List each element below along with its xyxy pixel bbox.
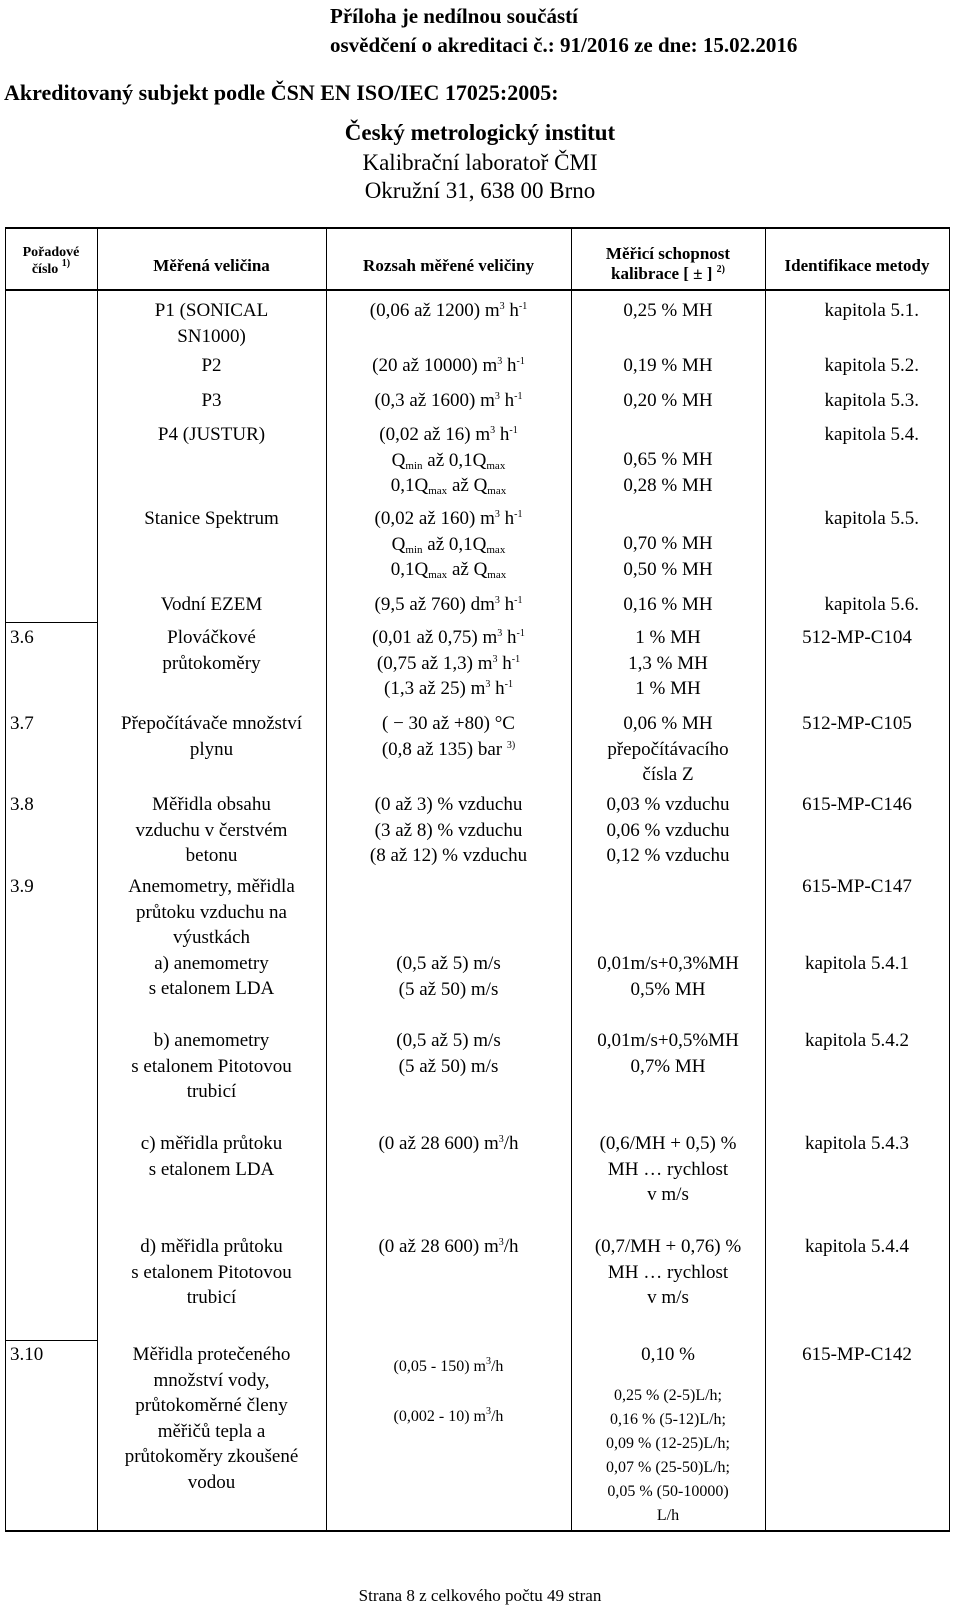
range-text: (0 až 28 600) m (378, 1236, 499, 1257)
quantity-line: vzduchu v čerstvém (135, 819, 288, 841)
q01-symbol: 0,1Q (390, 559, 429, 580)
range-qmin-line (326, 532, 571, 558)
range-line: (8 až 12) % vzduchu (369, 845, 528, 866)
unit-h: h (499, 424, 510, 445)
range-line (326, 737, 571, 763)
table-row-36-method: 512-MP-C104 (802, 627, 912, 648)
quantity-line: betonu (185, 845, 238, 866)
unit-sup: 3 (498, 1237, 504, 1248)
range-line: ( − 30 až +80) °C (382, 713, 515, 734)
unit-sup: 3 (492, 653, 498, 665)
table-row-36-range (326, 625, 571, 702)
table-row-p3-method (765, 388, 949, 414)
table-row-spektrum-range (326, 506, 571, 583)
table-row-p1-cmc: 0,25 % MH (623, 300, 713, 321)
unit-h: h (504, 594, 515, 615)
q-sub: max (487, 485, 507, 497)
q01-symbol: 0,1Q (448, 533, 487, 555)
quantity-line: Měřidla obsahu (152, 794, 271, 815)
cmc-line: 0,10 % (641, 1344, 695, 1365)
table-row-36-number: 3.6 (10, 627, 34, 648)
table-row-39c-range (326, 1131, 571, 1157)
unit-sup: -1 (509, 425, 518, 436)
laboratory-name: Kalibrační laboratoř ČMI (362, 150, 598, 175)
unit-sup: 3 (485, 679, 491, 690)
table-row-39a-cmc (571, 951, 765, 1002)
range-line: (3 až 8) % vzduchu (374, 819, 523, 841)
unit-sup: 3 (494, 595, 500, 606)
quantity-line: průtoku vzduchu na (136, 901, 287, 923)
range-line: (0,5 až 5) m/s (396, 953, 501, 974)
q-sub: max (428, 485, 448, 497)
method-text: kapitola 5.2. (824, 355, 919, 376)
quantity-line: Měřidla protečeného (132, 1344, 291, 1365)
table-row-38-quantity (97, 792, 326, 869)
cmc-line: 0,16 % (5-12)L/h; (610, 1410, 726, 1428)
range-text: (1,3 až 25) m (384, 678, 486, 699)
q-sub: max (487, 569, 507, 581)
table-row-310-quantity (97, 1342, 326, 1495)
range-qmin-line (326, 448, 571, 474)
table-row-39d-method: kapitola 5.4.4 (805, 1236, 909, 1257)
table-row-p2-quantity: P2 (201, 355, 222, 376)
header-cmc-b-line (571, 264, 765, 284)
table-row-39b-quantity (97, 1028, 326, 1105)
table-row-39c-method: kapitola 5.4.3 (805, 1133, 909, 1154)
quantity-line: c) měřidla průtoku (140, 1133, 283, 1154)
cmc-line: 0,7% MH (630, 1055, 706, 1077)
table-row-39-method: 615-MP-C147 (802, 876, 912, 897)
annex-header (330, 2, 930, 60)
cmc-line: 0,01m/s+0,5%MH (597, 1030, 739, 1051)
unit-sup: -1 (516, 628, 525, 639)
q-sub: max (486, 543, 506, 556)
annex-line-2: osvědčení o akreditaci č.: 91/2016 ze dne: 15.02.2016 (330, 33, 798, 57)
table-row-37-cmc (571, 711, 765, 788)
quantity-line: s etalonem Pitotovou (131, 1055, 292, 1077)
table-row-38-method: 615-MP-C146 (802, 794, 912, 815)
range-text: (0,8 až 135) bar (381, 738, 503, 760)
q-sub: max (428, 569, 448, 581)
table-row-p3-range (326, 388, 571, 414)
cmc-line: 0,07 % (25-50)L/h; (606, 1458, 730, 1476)
table-row-p1-range (326, 298, 571, 324)
page-footer: Strana 8 z celkového počtu 49 stran (358, 1586, 602, 1605)
cmc-line: 1,3 % MH (628, 652, 708, 674)
table-row-310-number: 3.10 (10, 1344, 44, 1365)
cmc-line: 0,65 % MH (623, 449, 713, 470)
quantity-line: vodou (187, 1471, 236, 1493)
table-row-p2-cmc: 0,19 % MH (623, 355, 713, 376)
range-qmax-line (326, 557, 571, 583)
cmc-line: čísla Z (642, 764, 694, 785)
cmc-line: 1 % MH (635, 678, 701, 699)
range-text: (0,3 až 1600) m (374, 390, 495, 411)
table-row-39b-method: kapitola 5.4.2 (805, 1030, 909, 1051)
q-sub: max (486, 459, 506, 472)
table-row-39c-cmc (571, 1131, 765, 1208)
unit-h: h (506, 627, 517, 648)
q01-symbol: 0,1Q (448, 449, 487, 471)
table-row-ezem-cmc: 0,16 % MH (623, 594, 713, 615)
range-text: (0,02 až 160) m (374, 508, 495, 529)
range-tail: /h (490, 1358, 504, 1375)
range-line (326, 1392, 571, 1442)
unit-sup: 3 (494, 509, 500, 520)
unit-sup: -1 (516, 356, 525, 367)
range-tail: /h (503, 1236, 519, 1257)
table-row-310-method: 615-MP-C142 (802, 1344, 912, 1365)
table-row-p1-quantity (97, 298, 326, 349)
quantity-line: SN1000) (177, 325, 246, 347)
unit-sup: -1 (514, 509, 523, 520)
cmc-line: 0,12 % vzduchu (606, 845, 730, 866)
cmc-line: (0,7/MH + 0,76) % (594, 1236, 742, 1257)
range-line: (5 až 50) m/s (398, 1055, 499, 1077)
unit-sup: -1 (511, 653, 521, 665)
unit-h: h (504, 508, 515, 529)
range-text: (0,06 až 1200) m (369, 300, 500, 321)
table-top-border (5, 227, 950, 229)
table-row-ezem-quantity: Vodní EZEM (160, 594, 263, 615)
col-line-0 (5, 227, 6, 1532)
range-line (326, 625, 571, 651)
cmc-line: MH … rychlost (607, 1261, 729, 1283)
az-text: až (451, 559, 469, 580)
range-tail: /h (503, 1133, 519, 1154)
header-quantity: Měřená veličina (153, 256, 270, 275)
unit-sup: -1 (514, 595, 523, 606)
range-text: (0,01 až 0,75) m (372, 627, 498, 648)
table-row-p3-cmc: 0,20 % MH (623, 390, 713, 411)
header-cmc (571, 244, 765, 284)
table-row-p4-method (765, 422, 949, 448)
header-cmc-note: 2) (716, 264, 725, 275)
unit-sup: 3 (490, 425, 496, 436)
header-bottom-border (5, 289, 950, 291)
table-row-36-quantity (97, 625, 326, 676)
table-row-39d-cmc (571, 1234, 765, 1311)
table-row-39a-method: kapitola 5.4.1 (805, 953, 909, 974)
table-row-36-cmc (571, 625, 765, 702)
method-text: kapitola 5.6. (824, 594, 919, 615)
unit-sup: -1 (514, 391, 523, 402)
quantity-line: Plováčkové (167, 627, 256, 648)
cmc-line: 0,05 % (50-10000) (607, 1482, 729, 1500)
table-row-p2-method (765, 353, 949, 379)
table-row-p3-quantity: P3 (201, 390, 222, 411)
unit-h: h (495, 678, 505, 699)
cmc-line: 0,01m/s+0,3%MH (597, 953, 739, 974)
header-order-b: číslo (31, 262, 59, 277)
range-line: (0,5 až 5) m/s (396, 1030, 501, 1051)
cmc-line: 0,50 % MH (623, 558, 713, 580)
q-symbol: Q (391, 449, 406, 471)
cmc-line: 1 % MH (635, 627, 701, 648)
table-row-p4-quantity: P4 (JUSTUR) (157, 424, 266, 445)
quantity-line: průtokoměry (162, 652, 261, 674)
table-row-39b-range (326, 1028, 571, 1079)
quantity-line: měřičů tepla a (157, 1420, 266, 1442)
num-sep-2 (5, 1340, 97, 1341)
unit-h: h (504, 390, 515, 411)
table-row-39d-range (326, 1234, 571, 1260)
cmc-line: přepočítávacího (607, 738, 729, 760)
range-text: (0 až 28 600) m (378, 1133, 499, 1154)
q-sub: min (405, 543, 423, 556)
method-text: kapitola 5.3. (824, 390, 919, 411)
quantity-line: množství vody, (153, 1369, 270, 1391)
table-row-37-quantity (97, 711, 326, 762)
range-line: (5 až 50) m/s (398, 978, 499, 1000)
range-text: (0,75 až 1,3) m (376, 652, 493, 674)
cmc-line: 0,5% MH (630, 978, 706, 1000)
unit-h: h (506, 355, 517, 376)
table-row-p1-method (765, 298, 949, 324)
table-row-38-number: 3.8 (10, 794, 34, 815)
table-row-p2-range (326, 353, 571, 379)
range-text: (0,02 až 16) m (379, 424, 491, 445)
quantity-line: s etalonem Pitotovou (131, 1261, 292, 1283)
table-row-38-range (326, 792, 571, 869)
quantity-line: výustkách (172, 927, 251, 948)
num-sep-1 (5, 622, 97, 623)
header-method: Identifikace metody (784, 256, 930, 275)
table-row-39-quantity (97, 874, 326, 1002)
quantity-line: trubicí (186, 1287, 237, 1308)
table-row-38-cmc (571, 792, 765, 869)
unit-sup: 3 (494, 391, 500, 402)
table-row-ezem-method (765, 592, 949, 618)
table-row-39b-cmc (571, 1028, 765, 1079)
cmc-line: (0,6/MH + 0,5) % (599, 1133, 737, 1154)
table-row-310-cmc (571, 1342, 765, 1528)
table-row-37-number: 3.7 (10, 713, 34, 734)
range-line (326, 676, 571, 702)
header-order (5, 244, 97, 278)
quantity-line: a) anemometry (154, 952, 269, 974)
table-row-39d-quantity (97, 1234, 326, 1311)
table-bottom-border (5, 1530, 950, 1532)
range-text: (9,5 až 760) dm (374, 594, 495, 615)
az-text: až (451, 475, 469, 496)
table-row-310-range (326, 1342, 571, 1442)
range-line (326, 506, 571, 532)
cmc-line: 0,25 % (2-5)L/h; (614, 1386, 722, 1404)
laboratory-address: Okružní 31, 638 00 Brno (364, 178, 596, 203)
method-text: kapitola 5.4. (824, 424, 919, 445)
quantity-line: plynu (189, 738, 234, 760)
quantity-line: trubicí (186, 1081, 237, 1102)
cmc-line: L/h (656, 1506, 680, 1524)
cmc-line: 0,28 % MH (623, 474, 713, 496)
method-text: kapitola 5.5. (824, 508, 919, 529)
cmc-line: v m/s (647, 1287, 689, 1308)
header-cmc-b: kalibrace [ ± ] (611, 264, 713, 283)
quantity-line: s etalonem LDA (148, 978, 275, 999)
cmc-line: 0,03 % vzduchu (606, 794, 730, 815)
range-line: (0 až 3) % vzduchu (374, 794, 523, 815)
cmc-line: MH … rychlost (607, 1158, 729, 1180)
quantity-line: průtokoměry zkoušené (124, 1446, 299, 1467)
unit-sup: 3 (485, 1356, 491, 1367)
q-symbol: Q (391, 533, 406, 555)
cmc-line: v m/s (647, 1184, 689, 1205)
range-line (326, 651, 571, 677)
annex-line-1: Příloha je nedílnou součástí (330, 4, 578, 28)
unit-sup: 3 (497, 628, 503, 639)
col-line-5 (949, 227, 950, 1532)
header-order-note: 1) (61, 258, 71, 269)
quantity-line: průtokoměrné členy (135, 1395, 288, 1416)
table-row-spektrum-cmc (571, 531, 765, 582)
q01-symbol: 0,1Q (390, 475, 429, 496)
unit-sup: 3 (497, 356, 503, 367)
cmc-line: 0,06 % vzduchu (606, 819, 730, 841)
institute-name: Český metrologický institut (344, 120, 616, 145)
unit-sup: 3 (498, 1134, 504, 1145)
range-text: (0,002 - 10) m (393, 1408, 486, 1425)
range-text: (0,05 - 150) m (393, 1358, 486, 1375)
cmc-line: 0,06 % MH (623, 713, 713, 734)
range-line (326, 1342, 571, 1392)
unit-sup: 3 (485, 1406, 491, 1417)
header-cmc-a: Měřicí schopnost (605, 244, 731, 263)
unit-h: h (502, 652, 512, 674)
quantity-line: Přepočítávače množství (121, 713, 302, 734)
header-order-b-line (5, 258, 97, 278)
quantity-line: Anemometry, měřidla (128, 876, 295, 897)
range-qmax-line (326, 473, 571, 499)
accredited-subject: Akreditovaný subjekt podle ČSN EN ISO/IEC 17025:2005: (4, 80, 559, 105)
range-line (326, 422, 571, 448)
note-sup: 3) (506, 739, 516, 751)
table-row-39-number: 3.9 (10, 876, 34, 897)
q-sub: min (405, 459, 423, 472)
quantity-line: d) měřidla průtoku (140, 1236, 283, 1257)
az-text: až (427, 449, 445, 471)
q-symbol: Q (473, 559, 488, 580)
table-row-ezem-range (326, 592, 571, 618)
table-row-spektrum-quantity: Stanice Spektrum (144, 508, 279, 529)
range-tail: /h (490, 1408, 504, 1425)
table-row-37-range (326, 711, 571, 762)
unit-sup: -1 (504, 679, 513, 690)
quantity-line: b) anemometry (153, 1030, 270, 1051)
header-order-a: Pořadové (22, 245, 80, 260)
q-symbol: Q (473, 475, 488, 496)
table-row-p4-range (326, 422, 571, 499)
cmc-line: 0,70 % MH (623, 533, 713, 554)
table-row-spektrum-method (765, 506, 949, 532)
cmc-line: 0,09 % (12-25)L/h; (606, 1434, 730, 1452)
unit-sup: 3 (499, 301, 505, 312)
az-text: až (427, 533, 445, 555)
table-row-39c-quantity (97, 1131, 326, 1182)
unit-h: h (509, 300, 519, 321)
table-row-39a-range (326, 951, 571, 1002)
unit-sup: -1 (518, 301, 528, 312)
header-range: Rozsah měřené veličiny (363, 256, 534, 275)
quantity-line: P1 (SONICAL (154, 300, 269, 321)
col-line-3 (571, 227, 572, 1532)
table-row-p4-cmc (571, 447, 765, 498)
range-text: (20 až 10000) m (372, 355, 498, 376)
table-row-37-method: 512-MP-C105 (802, 713, 912, 734)
method-text: kapitola 5.1. (824, 300, 919, 321)
quantity-line: s etalonem LDA (148, 1158, 275, 1180)
